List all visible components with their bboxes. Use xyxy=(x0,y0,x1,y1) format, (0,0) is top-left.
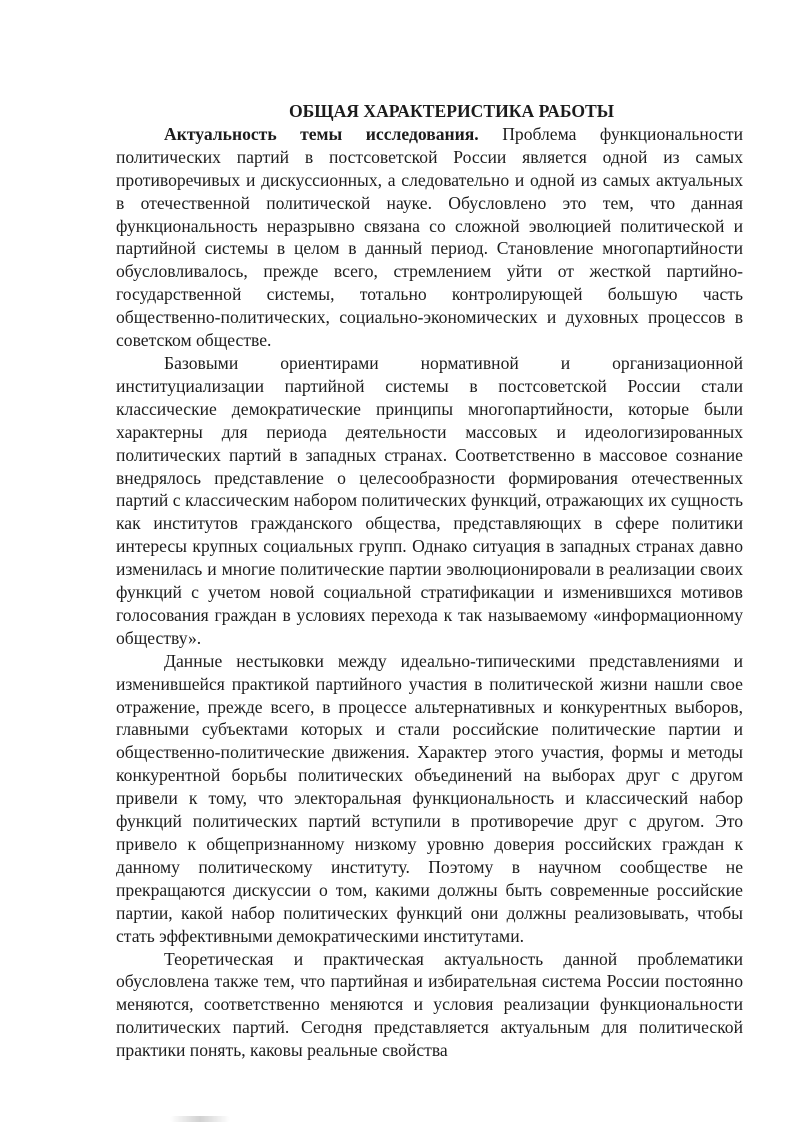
paragraph-lead-heading: Актуальность темы исследования. xyxy=(164,123,479,144)
paragraph-inconsistencies xyxy=(116,650,743,948)
document-title: ОБЩАЯ ХАРАКТЕРИСТИКА РАБОТЫ xyxy=(288,101,615,121)
paragraph-text: Проблема функциональности политических партий в постсоветской России является одной из самых противоречивых и дискуссионных, а следовательно и одной из самых актуальных в отечественной политической науке. Обусловлено это тем, что данная функциональность неразрывно связана со сложной эволюцией политической и партийной системы в целом в данный период. Становление многопартийности обусловливалось, прежде всего, стремлением уйти от жесткой партийно-государственной системы, тотально контролирующей большую часть общественно-политических, социально-экономических и духовных процессов в советском обществе. xyxy=(116,123,743,351)
paragraph-relevance xyxy=(116,123,743,352)
paragraph-theoretical-relevance xyxy=(116,948,743,1063)
paragraph-institutionalization xyxy=(116,352,743,650)
paragraph-text: Теоретическая и практическая актуальность данной проблематики обусловлена также тем, что партийная и избирательная система России постоянно меняются, соответственно меняются и условия реализации функциональности политических партий. Сегодня представляется актуальным для политической практики понять, каковы реальные свойства xyxy=(116,948,743,1061)
paragraph-text: Базовыми ориентирами нормативной и организационной институциализации партийной системы в постсоветской России стали классические демократические принципы многопартийности, которые были характерны для периода деятельности массовых и идеологизированных политических партий в западных странах. Соответственно в массовое сознание внедрялось представление о целесообразности формирования отечественных партий с классическим набором политических функций, отражающих их сущность как институтов гражданского общества, представляющих в сфере политики интересы крупных социальных групп. Однако ситуация в западных странах давно изменилась и многие политические партии эволюционировали в реализации своих функций с учетом новой социальной стратификации и изменившихся мотивов голосования граждан в условиях перехода к так называемому «информационному обществу». xyxy=(116,352,743,648)
document-body xyxy=(116,100,743,1062)
paragraph-text: Данные нестыковки между идеально-типическими представлениями и изменившейся практикой партийного участия в политической жизни нашли свое отражение, прежде всего, в процессе альтернативных и конкурентных выборов, главными субъектами которых и стали российские политические партии и общественно-политические движения. Характер этого участия, формы и методы конкурентной борьбы политических объединений на выборах друг с другом привели к тому, что электоральная функциональность и классический набор функций политических партий вступили в противоречие друг с другом. Это привело к общепризнанному низкому уровню доверия российских граждан к данному политическому институту. Поэтому в научном сообществе не прекращаются дискуссии о том, какими должны быть современные российские партии, какой набор политических функций они должны реализовывать, чтобы стать эффективными демократическими институтами. xyxy=(116,650,743,946)
scan-smudge xyxy=(170,1116,230,1122)
